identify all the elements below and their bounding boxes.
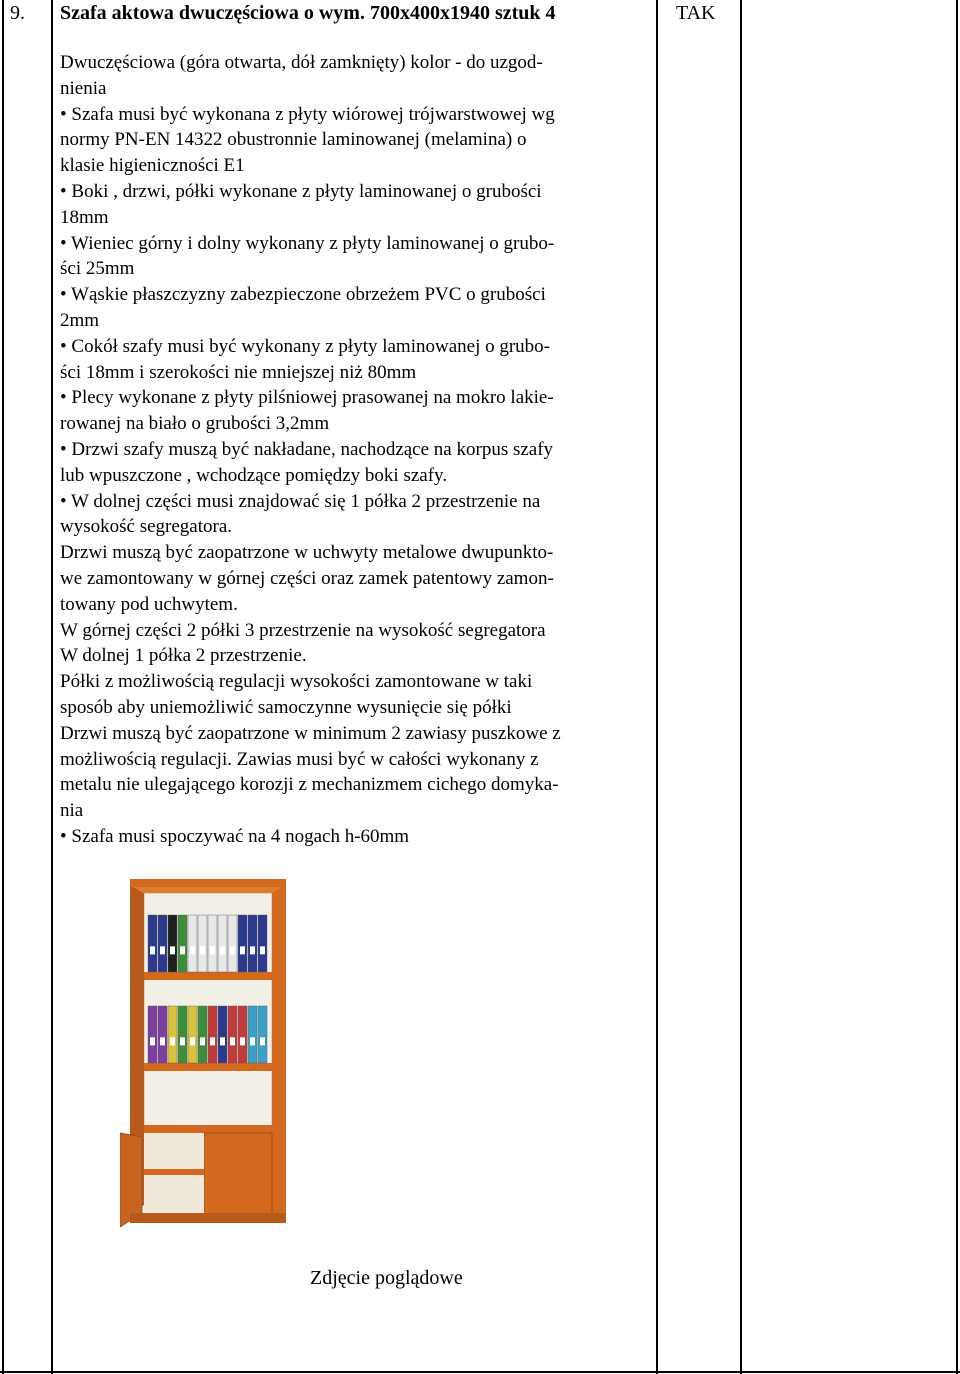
table-border-left — [2, 0, 4, 1374]
binder — [188, 1006, 197, 1063]
table-border-right — [956, 0, 958, 1374]
table-border-bottom — [0, 1371, 960, 1373]
binder — [148, 1006, 157, 1063]
description-line: nienia — [60, 77, 107, 99]
table-border-col1 — [51, 0, 53, 1374]
description-line: Dwuczęściowa (góra otwarta, dół zamknięty) kolor - do uzgod- — [60, 52, 543, 73]
description-line: • Drzwi szafy muszą być nakładane, nachodzące na korpus szafy — [60, 438, 554, 460]
binder-label — [200, 1037, 205, 1045]
binder-label — [170, 946, 175, 954]
description-line: • Plecy wykonane z płyty pilśniowej prasowanej na mokro lakie- — [60, 387, 554, 409]
description-line: W górnej części 2 półki 3 przestrzenie na wysokość segregatora — [60, 619, 546, 641]
description-line: Drzwi muszą być zaopatrzone w uchwyty metalowe dwupunkto- — [60, 542, 554, 564]
description-line: • Cokół szafy musi być wykonany z płyty laminowanej o grubo- — [60, 335, 551, 357]
table-border-col3 — [740, 0, 742, 1374]
description-line: Drzwi muszą być zaopatrzone w minimum 2 zawiasy puszkowe z — [60, 722, 561, 744]
binder — [168, 915, 177, 972]
description-line: 2mm — [60, 309, 100, 331]
binder — [218, 915, 227, 972]
binder — [258, 1006, 267, 1063]
description-line: • Szafa musi być wykonana z płyty wiórowej trójwarstwowej wg — [60, 103, 555, 125]
description-line: 18mm — [60, 206, 109, 228]
binder — [148, 915, 157, 972]
description-line: normy PN-EN 14322 obustronnie laminowanej (melamina) o — [60, 129, 527, 151]
description-line: • Wąskie płaszczyzny zabezpieczone obrzeżem PVC o grubości — [60, 284, 546, 306]
binder — [188, 915, 197, 972]
description-line: towany pod uchwytem. — [60, 593, 238, 615]
photo-caption: Zdjęcie poglądowe — [310, 1267, 463, 1289]
binder — [208, 1006, 217, 1063]
binder-label — [180, 1037, 185, 1045]
description-line: sposób aby uniemożliwić samoczynne wysunięcie się półki — [60, 696, 512, 718]
binder — [228, 915, 237, 972]
binder-label — [240, 946, 245, 954]
binder-label — [240, 1037, 245, 1045]
binder — [228, 1006, 237, 1063]
binder — [178, 1006, 187, 1063]
binder — [258, 915, 267, 972]
item-title: Szafa aktowa dwuczęściowa o wym. 700x400x1940 sztuk 4 — [60, 2, 556, 24]
binder-label — [200, 946, 205, 954]
description-line: • W dolnej części musi znajdować się 1 półka 2 przestrzenie na — [60, 490, 541, 512]
binder-label — [190, 1037, 195, 1045]
description-line: rowanej na biało o grubości 3,2mm — [60, 413, 330, 435]
binder-label — [180, 946, 185, 954]
description-line: • Boki , drzwi, półki wykonane z płyty laminowanej o grubości — [60, 180, 542, 202]
description-line: lub wpuszczone , wchodzące pomiędzy boki szafy. — [60, 464, 448, 486]
description-line: nia — [60, 800, 84, 822]
description-line: W dolnej 1 półka 2 przestrzenie. — [60, 645, 307, 667]
description-line: ści 25mm — [60, 258, 135, 280]
compliance-status: TAK — [676, 2, 716, 24]
binder-label — [150, 946, 155, 954]
description-line: ści 18mm i szerokości nie mniejszej niż 80mm — [60, 361, 417, 383]
binder-label — [230, 946, 235, 954]
description-line: we zamontowany w górnej części oraz zamek patentowy zamon- — [60, 567, 554, 589]
binder — [168, 1006, 177, 1063]
binder-label — [190, 946, 195, 954]
binder — [238, 1006, 247, 1063]
binder-label — [160, 1037, 165, 1045]
binder-label — [160, 946, 165, 954]
item-description — [60, 50, 652, 850]
description-line: metalu nie ulegającego korozji z mechanizmem cichego domyka- — [60, 774, 559, 796]
binder — [158, 915, 167, 972]
binder — [198, 915, 207, 972]
binder-label — [170, 1037, 175, 1045]
binder-label — [250, 1037, 255, 1045]
binder — [248, 915, 257, 972]
binder — [158, 1006, 167, 1063]
binder-label — [220, 1037, 225, 1045]
description-line: • Wieniec górny i dolny wykonany z płyty laminowanej o grubo- — [60, 232, 555, 254]
binder-label — [220, 946, 225, 954]
binder-label — [150, 1037, 155, 1045]
binder — [178, 915, 187, 972]
row-number: 9. — [10, 2, 25, 24]
binder — [238, 915, 247, 972]
binder-label — [210, 946, 215, 954]
description-line: możliwością regulacji. Zawias musi być w całości wykonany z — [60, 748, 539, 770]
binder — [208, 915, 217, 972]
description-line: wysokość segregatora. — [60, 516, 233, 538]
cabinet-photo — [120, 875, 300, 1235]
binder-label — [260, 946, 265, 954]
table-border-col2 — [656, 0, 658, 1374]
binder-label — [260, 1037, 265, 1045]
binder-label — [230, 1037, 235, 1045]
description-line: • Szafa musi spoczywać na 4 nogach h-60mm — [60, 825, 410, 847]
binder — [198, 1006, 207, 1063]
binder — [218, 1006, 227, 1063]
binder-label — [210, 1037, 215, 1045]
description-line: klasie higieniczności E1 — [60, 155, 245, 177]
description-line: Półki z możliwością regulacji wysokości zamontowane w taki — [60, 671, 533, 693]
binder — [248, 1006, 257, 1063]
binder-label — [250, 946, 255, 954]
